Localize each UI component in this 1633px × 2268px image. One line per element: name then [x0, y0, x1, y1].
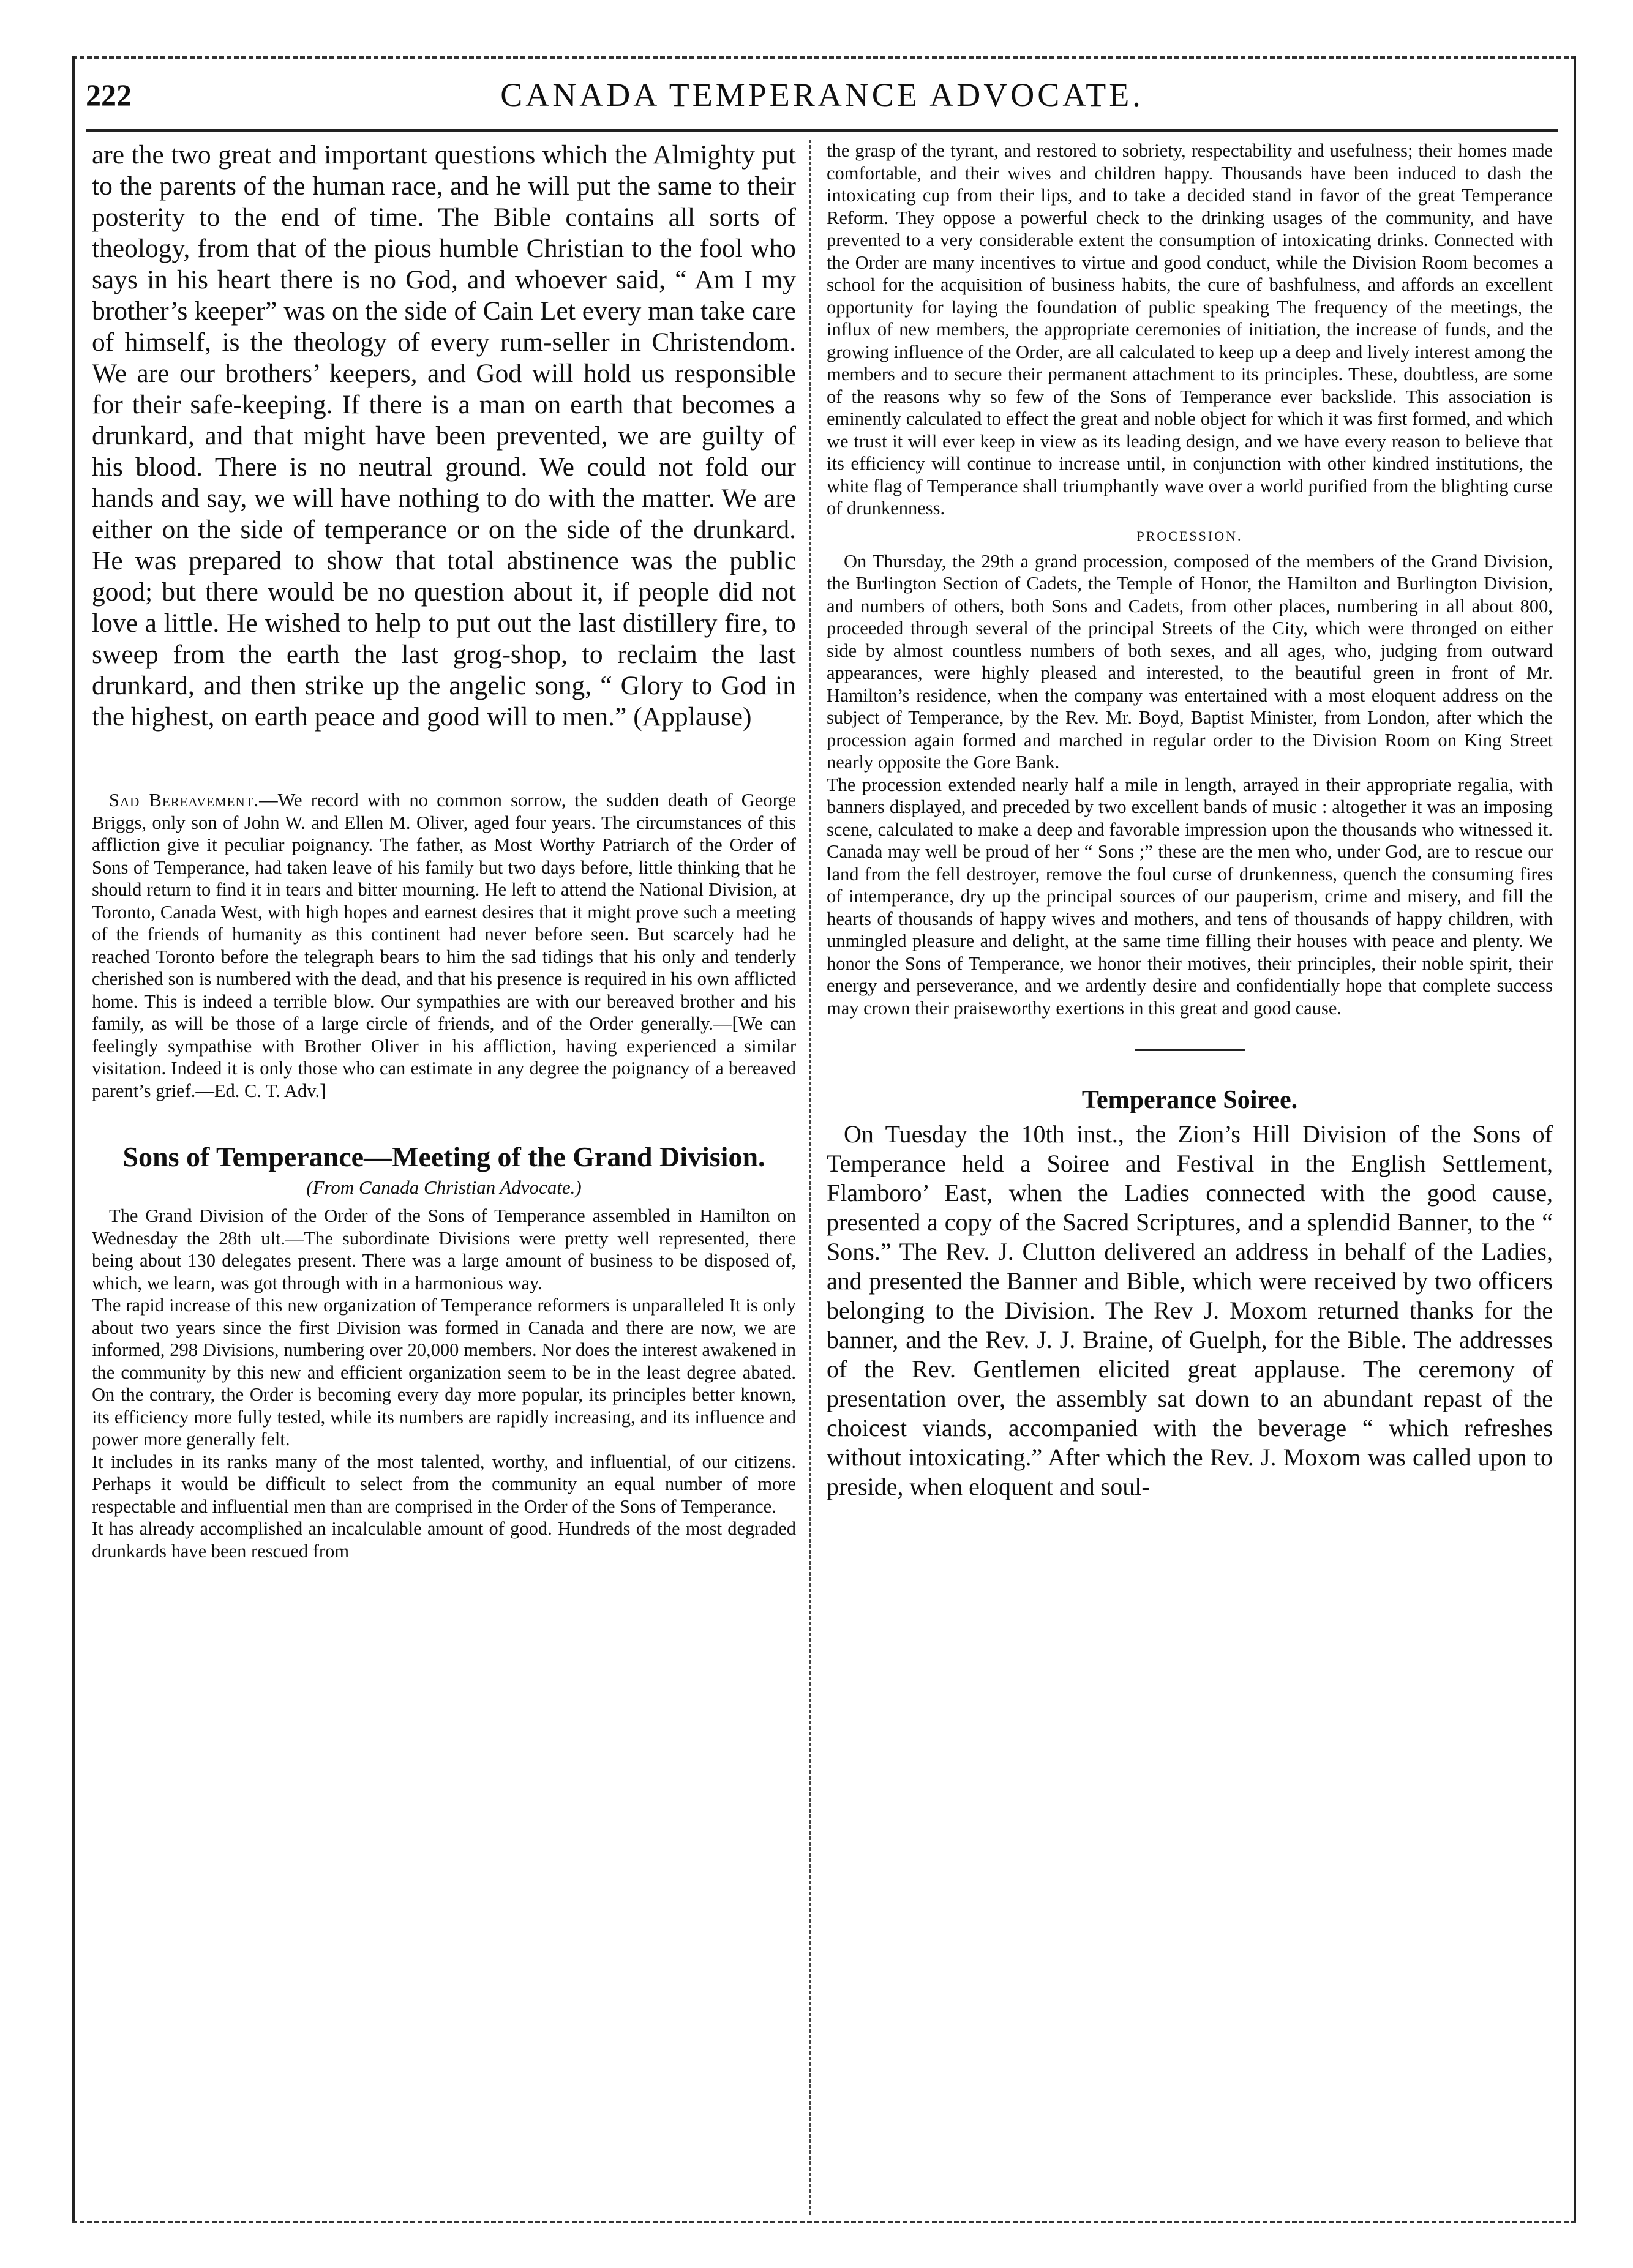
sons-paragraph: The rapid increase of this new organization of Temperance reformers is unparalleled It is only about two years since the first Division was formed in Canada and there are now, we are informed, 298 Divisions, numbering over 20,000 members. Nor does the interest awakened in the community by this new and efficient organization seem to be in the least degree abated. On the contrary, the Order is becoming every day more popular, its principles better known, its efficiency more fully tested, while its numbers are rapidly increasing, and its influence and power more generally felt. — [92, 1295, 796, 1450]
page-header — [86, 69, 1558, 125]
column-divider — [809, 140, 811, 2215]
soiree-heading: Temperance Soiree. — [1081, 1086, 1298, 1114]
procession-heading: PROCESSION. — [1136, 528, 1243, 544]
sons-meeting-heading: Sons of Temperance—Meeting of the Grand Division. — [122, 1141, 765, 1172]
header-rule — [86, 129, 1558, 132]
left-column — [92, 140, 796, 2215]
sons-paragraph: It includes in its ranks many of the most talented, worthy, and influential, of our citizens. Perhaps it would be difficult to select from the community an equal number of more respectable and influential men than are comprised in the Order of the Sons of Temperance. — [92, 1451, 796, 1517]
page-border-bottom — [72, 2221, 1576, 2226]
bereavement-heading: Sad Bereavement. — [109, 790, 260, 810]
procession-paragraph: The procession extended nearly half a mile in length, arrayed in their appropriate regalia, with banners displayed, and preceded by two excellent bands of music : altogether it was an imposing scene, calculated to make a deep and favorable impression upon the thousands who witnessed it. Canada may well be proud of her “ Sons ;” these are the men who, under God, are to rescue our land from the fell destroyer, remove the foul curse of drunkenness, quench the consuming fires of intemperance, dry up the principal sources of our pauperism, crime and misery, and fill the hearts of thousands of happy wives and mothers, and tens of thousands of happy children, with unmingled pleasure and delight, at the same time filling their houses with peace and plenty. We honor the Sons of Temperance, we honor their motives, their principles, their noble spirit, their energy and perseverance, and we ardently desire and confidentially hope that complete success may crown their praiseworthy exertions in this great and good cause. — [827, 774, 1553, 1019]
speech-continuation: are the two great and important questions which the Almighty put to the parents of the human race, and he will put the same to their posterity to the end of time. The Bible contains all sorts of theology, from that of the pious humble Christian to the fool who says in his heart there is no God, and whoever said, “ Am I my brother’s keeper” was on the side of Cain Let every man take care of himself, is the theology of every rum-seller in Christendom. We are our brothers’ keepers, and God will hold us responsible for their safe-keeping. If there is a man on earth that becomes a drunkard, and that might have been prevented, we are guilty of his blood. There is no neutral ground. We could not fold our hands and say, we will have nothing to do with the matter. We are either on the side of temperance or on the side of the drunkard. He was prepared to show that total abstinence was the public good; but there would be no question about it, if people did not love a little. He wished to help to put out the last distillery fire, to sweep from the earth the last grog-shop, to reclaim the last drunkard, and then strike up the angelic song, “ Glory to God in the highest, on earth peace and good will to men.” (Applause) — [92, 140, 796, 732]
sons-paragraph: It has already accomplished an incalculable amount of good. Hundreds of the most degraded drunkards have been rescued from — [92, 1518, 796, 1562]
newspaper-title: CANADA TEMPERANCE ADVOCATE. — [500, 77, 1144, 113]
bereavement-article — [92, 789, 796, 1102]
page-number: 222 — [86, 78, 132, 112]
bereavement-body: —We record with no common sorrow, the sudden death of George Briggs, only son of John W. and Ellen M. Oliver, aged four years. The circumstances of this affliction give it peculiar poignancy. The father, as Most Worthy Patriarch of the Order of Sons of Temperance, had taken leave of his family but two days before, little thinking that he should return to find it in tears and bitter mourning. He left to attend the National Division, at Toronto, Canada West, with high hopes and earnest desires that it might prove such a meeting of the friends of humanity as this continent had never before seen. But scarcely had he reached Toronto before the telegraph bears to him the sad tidings that his only and tenderly cherished son is numbered with the dead, and that his presence is required in his own afflicted home. This is indeed a terrible blow. Our sympathies are with our bereaved brother and his family, as will be those of a large circle of friends, and of the Order generally.—[We can feelingly sympathise with Brother Oliver in his affliction, having experienced a similar visitation. Indeed it is only those who can estimate in any degree the poignancy of a bereaved parent’s grief.—Ed. C. T. Adv.] — [92, 790, 796, 1101]
sons-meeting-source: (From Canada Christian Advocate.) — [306, 1177, 582, 1198]
sons-article-continued: the grasp of the tyrant, and restored to sobriety, respectability and usefulness; their homes made comfortable, and their wives and children happy. Thousands have been induced to dash the intoxicating cup from their lips, and to take a decided stand in favor of the great Temperance Reform. They oppose a powerful check to the drinking usages of the community, and have prevented to a very considerable extent the consumption of intoxicating drinks. Connected with the Order are many incentives to virtue and good conduct, while the Division Room becomes a school for the acquisition of business habits, the cure of bashfulness, and affords an excellent opportunity for laying the foundation of public speaking The frequency of the meetings, the influx of new members, the appropriate ceremonies of initiation, the increase of funds, and the growing influence of the Order, are all calculated to keep up a deep and lively interest among the members and to secure their permanent attachment to its principles. These, doubtless, are some of the reasons why so few of the Sons of Temperance ever backslide. This association is eminently calculated to effect the great and noble object for which it was first formed, and which we trust it will ever keep in view as its leading design, and we have every reason to believe that its efficiency will continue to increase until, in conjunction with other kindred institutions, the white flag of Temperance shall triumphantly wave over a world purified from the blighting curse of drunkenness. — [827, 140, 1553, 518]
procession-paragraph: On Thursday, the 29th a grand procession, composed of the members of the Grand Division, the Burlington Section of Cadets, the Temple of Honor, the Hamilton and Burlington Division, and numbers of others, both Sons and Cadets, from other places, numbering in all about 800, proceeded through several of the principal Streets of the City, which were thronged on either side by almost countless numbers of both sexes, and all ages, who, judging from outward appearances, were highly pleased and interested, to the beautiful green in front of Mr. Hamilton’s residence, when the company was entertained with a most eloquent address on the subject of Temperance, by the Rev. Mr. Boyd, Baptist Minister, from London, after which the procession again formed and marched in regular order to the Division Room on King Street nearly opposite the Gore Bank. — [827, 550, 1553, 773]
sons-paragraph: The Grand Division of the Order of the Sons of Temperance assembled in Hamilton on Wednesday the 28th ult.—The subordinate Divisions were pretty well represented, there being about 130 delegates present. There was a large amount of business to be disposed of, which, we learn, was got through with in a harmonious way. — [92, 1205, 796, 1293]
right-column — [827, 140, 1553, 2215]
soiree-body: On Tuesday the 10th inst., the Zion’s Hill Division of the Sons of Temperance held a Soiree and Festival in the English Settlement, Flamboro’ East, when the Ladies connected with the good cause, presented a copy of the Sacred Scriptures, and a splendid Banner, to the “ Sons.” The Rev. J. Clutton delivered an address in behalf of the Ladies, and presented the Banner and Bible, which were received by two officers belonging to the Division. The Rev J. Moxom returned thanks for the banner, and the Rev. J. J. Braine, of Guelph, for the Bible. The addresses of the Rev. Gentlemen elicited great applause. The ceremony of presentation over, the assembly sat down to an abundant repast of the choicest viands, accompanied with the beverage “ which refreshes without intoxicating.” After which the Rev. J. Moxom was called upon to preside, when eloquent and soul- — [827, 1120, 1553, 1500]
